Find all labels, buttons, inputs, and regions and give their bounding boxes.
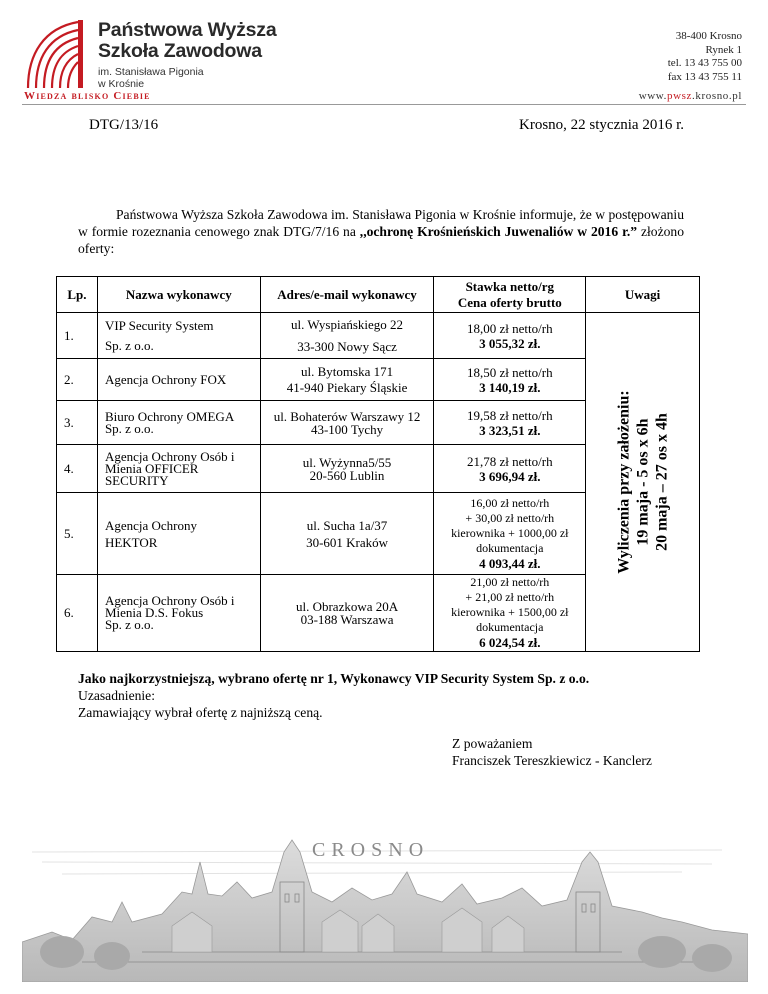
notes-cell [586,313,700,652]
justification-label: Uzasadnienie: [78,688,155,703]
row-lp: 4. [57,445,98,493]
row-rate-line: + 21,00 zł netto/rh [465,590,555,604]
row-lp: 1. [57,313,98,359]
row-address-line: 20-560 Lublin [309,467,385,483]
contact-phone: tel. 13 43 755 00 [667,57,742,69]
row-rate-line: 18,50 zł netto/rh [467,364,553,380]
row-lp: 2. [57,359,98,401]
header-divider [22,104,746,105]
website-suffix: .krosno.pl [692,90,742,102]
header-name: Nazwa wykonawcy [97,277,260,313]
row-name [97,575,260,652]
row-address [260,493,434,575]
row-address [260,445,434,493]
row-name-line: Agencja Ochrony [104,517,197,533]
university-logo [22,18,92,92]
intro-text-start: Państwowa Wyższa Szkoła Zawodowa im. Stanisława Pigonia w Krośnie informuje, że w postępowaniu w formie rozeznania cenowego znak DTG/7/16 na [78,207,684,239]
row-lp: 5. [57,493,98,575]
conclusion [78,670,589,721]
row-rate-line: dokumentacja [476,540,544,555]
row-address-line: ul. Obrazkowa 20A [295,599,399,614]
row-rate-line: kierownika + 1500,00 zł [451,605,569,619]
row-name-line: Sp. z o.o. [104,420,154,436]
row-price: 6 024,54 zł. [479,635,541,650]
row-address-line: ul. Wyspiańskiego 22 [291,317,404,332]
decision-text: Jako najkorzystniejszą, wybrano ofertę nr 1, Wykonawcy VIP Security System Sp. z o.o. [78,671,590,686]
row-address-line: 33-300 Nowy Sącz [297,339,397,354]
notes-text [614,390,671,573]
row-price: 3 140,19 zł. [479,379,541,395]
row-rate-line: 16,00 zł netto/rh [470,495,550,510]
row-name-line: SECURITY [104,472,169,488]
row-address-line: ul. Bohaterów Warszawy 12 [273,408,421,424]
website-prefix: www. [638,90,667,102]
row-name [97,445,260,493]
row-name-line: HEKTOR [104,534,158,550]
row-name-line: Agencja Ochrony FOX [104,371,227,387]
table-row [57,313,700,359]
website-brand: pwsz [666,90,692,102]
row-name [97,359,260,401]
contact-street: Rynek 1 [705,43,742,56]
row-rate-line: 21,00 zł netto/rh [470,575,550,589]
signatory-name: Franciszek Tereszkiewicz - Kanclerz [452,753,652,768]
row-rate [434,575,586,652]
row-name-line: Agencja Ochrony Osób i [104,448,235,464]
row-name-line: Mienia D.S. Fokus [104,605,204,620]
closing-phrase: Z poważaniem [452,736,533,751]
motto: Wiedza blisko Ciebie [24,90,151,102]
row-rate-line: kierownika + 1000,00 zł [451,525,569,540]
header-notes: Uwagi [586,277,700,313]
header-rate [434,277,586,313]
notes-line: 20 maja – 27 os x 4h [653,413,671,551]
table-header-row [57,277,700,313]
town-caption: CROSNO [312,839,430,861]
row-price: 3 323,51 zł. [479,422,541,438]
notes-line: 19 maja - 5 os x 6h [634,418,652,546]
row-name-line: Biuro Ochrony OMEGA [104,408,235,424]
row-rate-line: 19,58 zł netto/rh [467,407,553,423]
header-rate-line1: Stawka netto/rg [465,278,555,294]
justification-text: Zamawiający wybrał ofertę z najniższą ceną. [78,705,323,720]
row-rate [434,313,586,359]
university-name-line1: Państwowa Wyższa [98,19,277,41]
signature-block [452,735,652,769]
row-address-line: 30-601 Kraków [306,534,389,550]
row-address-line: 41-940 Piekary Śląskie [286,379,408,395]
place-date: Krosno, 22 stycznia 2016 r. [519,117,684,133]
town-panorama-illustration [22,822,748,982]
row-address-line: ul. Wyżynna5/55 [302,454,392,470]
row-rate [434,401,586,445]
intro-paragraph [78,206,684,257]
contact-fax: fax 13 43 755 11 [667,70,742,83]
row-lp: 3. [57,401,98,445]
notes-line: Wyliczenia przy założeniu: [615,390,633,574]
header-lp: Lp. [57,277,98,313]
intro-subject: ,,ochronę Krośnieńskich Juwenaliów w 2016 r.” [359,224,638,239]
row-name-line: Mienia OFFICER [104,460,199,476]
row-address-line: ul. Sucha 1a/37 [306,517,388,533]
row-name-line: Sp. z o.o. [104,337,154,353]
university-city: w Krośnie [98,78,145,90]
row-rate [434,445,586,493]
row-address [260,401,434,445]
row-rate-line: 18,00 zł netto/rh [467,320,553,336]
row-price: 3 696,94 zł. [479,468,541,484]
row-rate-line: dokumentacja [476,620,544,634]
row-address-line: 43-100 Tychy [310,421,384,437]
row-rate-line: 21,78 zł netto/rh [467,453,553,469]
row-name-line: Agencja Ochrony Osób i [104,593,235,608]
row-name [97,401,260,445]
intro-text-end: złożono oferty: [78,224,684,256]
row-address-line: ul. Bytomska 171 [301,363,394,379]
row-name-line: VIP Security System [104,317,214,333]
row-address [260,313,434,359]
row-address [260,575,434,652]
row-price: 4 093,44 zł. [479,555,541,571]
website-link[interactable] [639,90,742,102]
reference-number: DTG/13/16 [89,117,159,133]
university-name [98,20,277,90]
row-lp: 6. [57,575,98,652]
contact-block [668,30,742,84]
offers-table [56,276,700,652]
row-name [97,493,260,575]
row-rate-line: + 30,00 zł netto/rh [465,510,555,525]
row-address [260,359,434,401]
row-rate [434,493,586,575]
header-address: Adres/e-mail wykonawcy [260,277,434,313]
row-rate [434,359,586,401]
university-name-line2: Szkoła Zawodowa [98,40,262,62]
contact-postcode: 38-400 Krosno [675,30,742,42]
header-rate-line2: Cena oferty brutto [457,294,562,310]
row-name [97,313,260,359]
university-patron: im. Stanisława Pigonia [98,66,204,78]
row-address-line: 03-188 Warszawa [300,612,394,627]
row-name-line: Sp. z o.o. [104,617,154,632]
row-price: 3 055,32 zł. [479,335,541,351]
